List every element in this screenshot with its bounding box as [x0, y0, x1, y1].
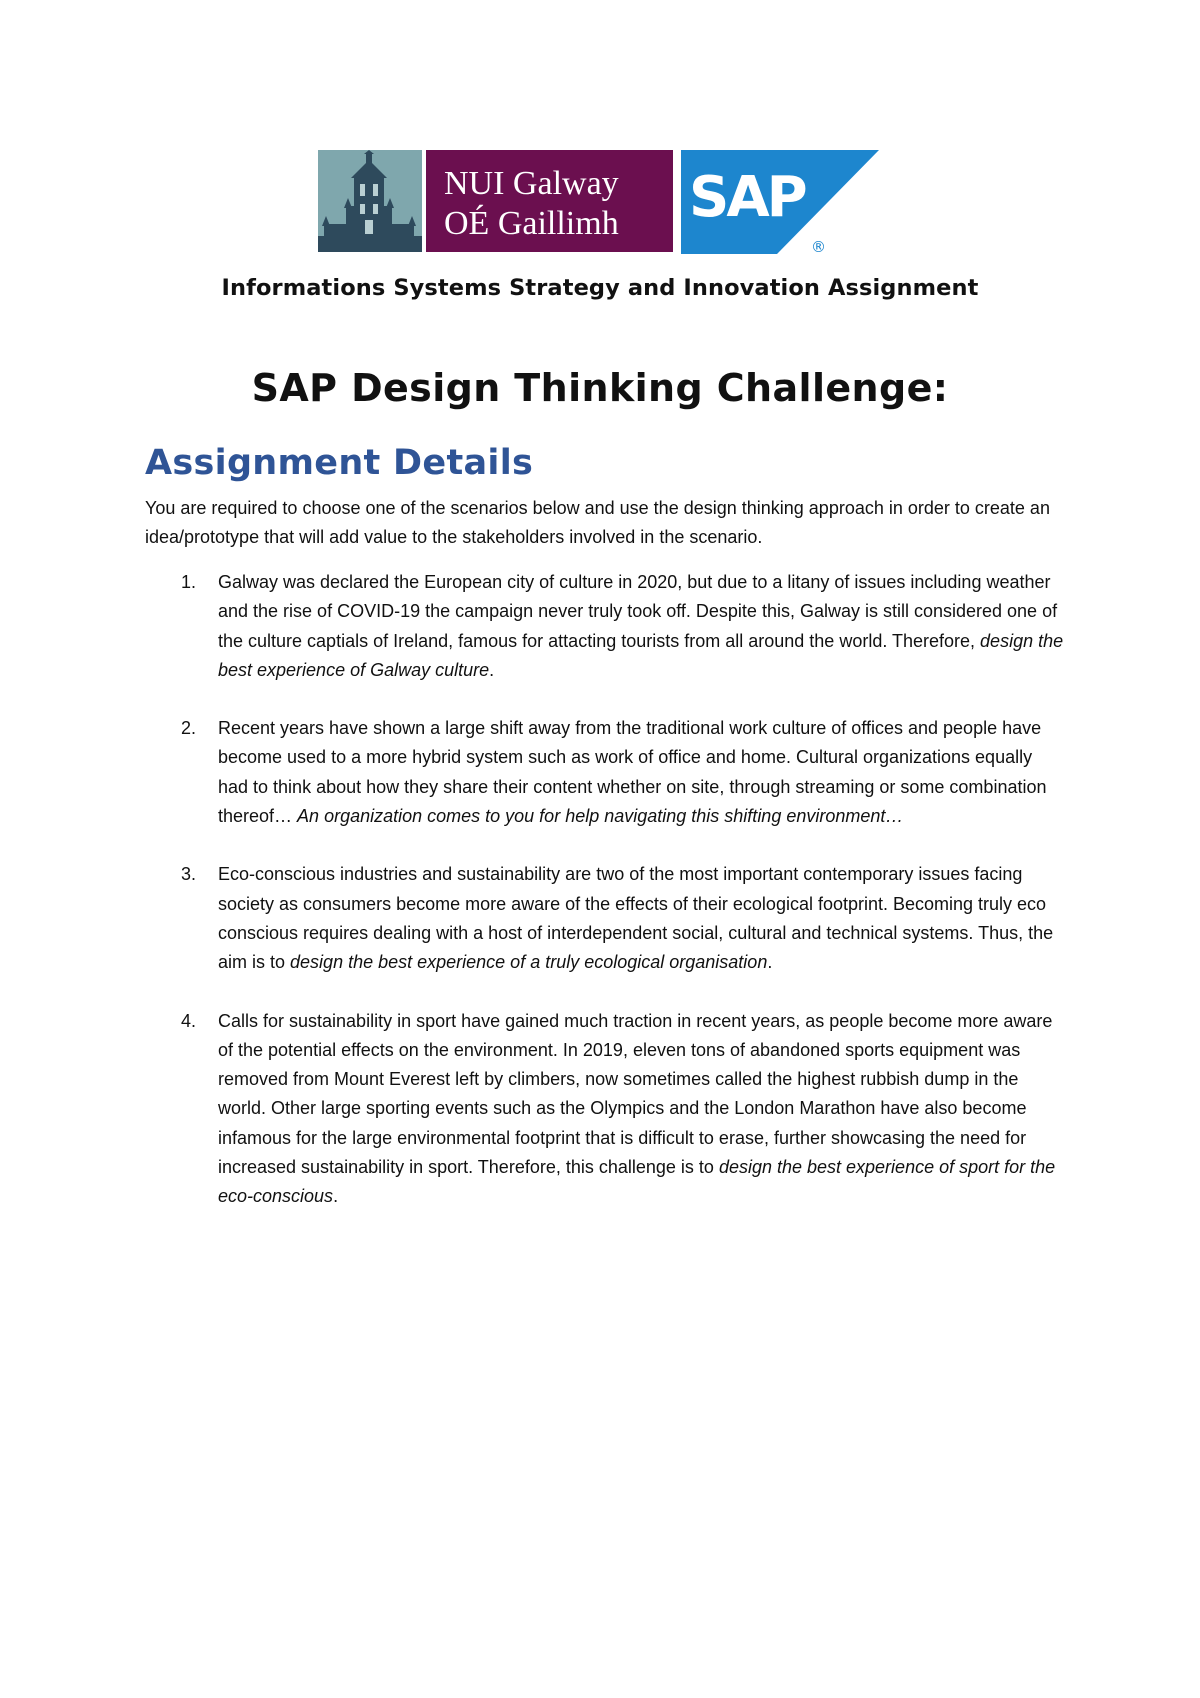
intro-paragraph	[145, 494, 1065, 552]
scenario-number: 1.	[181, 572, 197, 592]
scenario-emphasis: design the best experience of a truly ecological organisation	[290, 952, 768, 973]
scenario-tail: .	[489, 659, 495, 680]
header-logos	[318, 150, 878, 254]
scenario-text	[218, 864, 1053, 972]
scenario-item	[145, 714, 1065, 831]
page-title: SAP Design Thinking Challenge:	[251, 366, 949, 410]
scenario-text	[218, 572, 1063, 680]
sap-logo-graphic	[681, 150, 879, 254]
scenario-tail: .	[333, 1186, 339, 1207]
intro-text: You are required to choose one of the scenarios below and use the design thinking approach in order to create an idea/prototype that will add value to the stakeholders involved in the scenario.	[145, 498, 1050, 547]
scenario-number: 2.	[181, 718, 197, 739]
nui-name-line1: NUI Galway	[444, 165, 619, 202]
scenario-text	[218, 718, 1046, 826]
scenario-emphasis: An organization comes to you for help navigating this shifting environment…	[297, 806, 904, 827]
scenario-body: Calls for sustainability in sport have gained much traction in recent years, as people become more aware of the potential effects on the environment. In 2019, eleven tons of abandoned sports equipment was removed from Mount Everest left by climbers, now sometimes called the highest rubbish dump in the world. Other large sporting events such as the Olympics and the London Marathon have also become infamous for the large environmental footprint that is difficult to erase, further showcasing the need for increased sustainability in sport. Therefore, this challenge is to	[218, 1010, 1053, 1178]
nui-name-line2: OÉ Gaillimh	[444, 205, 619, 242]
scenario-number: 4.	[181, 1010, 197, 1031]
scenario-body: Eco-conscious industries and sustainability are two of the most important contemporary issues facing society as consumers become more aware of the effects of their ecological footprint. Becoming truly eco conscious requires dealing with a host of interdependent social, cultural and technical systems. Thus, the aim is to	[218, 864, 1054, 973]
nui-galway-logo-graphic	[318, 150, 673, 252]
scenario-tail: .	[767, 952, 773, 973]
scenario-item	[145, 860, 1065, 977]
nui-galway-logo	[318, 150, 673, 252]
scenario-body: Galway was declared the European city of culture in 2020, but due to a litany of issues including weather and the rise of COVID-19 the campaign never truly took off. Despite this, Galway is still considered one of the culture captials of Ireland, famous for attacting tourists from all around the world. Therefore,	[218, 572, 1058, 651]
scenario-body: Recent years have shown a large shift away from the traditional work culture of offices and people have become used to a more hybrid system such as work of office and home. Cultural organizations equally had to think about how they share their content whether on site, through streaming or some combination thereof…	[218, 718, 1047, 827]
scenario-text	[218, 1011, 1055, 1207]
scenario-item	[145, 1007, 1065, 1212]
sap-logo	[681, 150, 879, 254]
scenario-emphasis: design the best experience of sport for the eco-conscious	[218, 1157, 1056, 1207]
sap-registered-mark: ®	[811, 238, 826, 254]
scenario-emphasis: design the best experience of Galway culture	[218, 630, 1064, 680]
scenario-number: 3.	[181, 864, 197, 885]
section-heading: Assignment Details	[145, 443, 534, 483]
assignment-subtitle: Informations Systems Strategy and Innovation Assignment	[221, 275, 979, 301]
scenario-list	[145, 568, 1065, 1241]
scenario-item	[145, 568, 1065, 685]
sap-wordmark: SAP	[689, 165, 805, 230]
